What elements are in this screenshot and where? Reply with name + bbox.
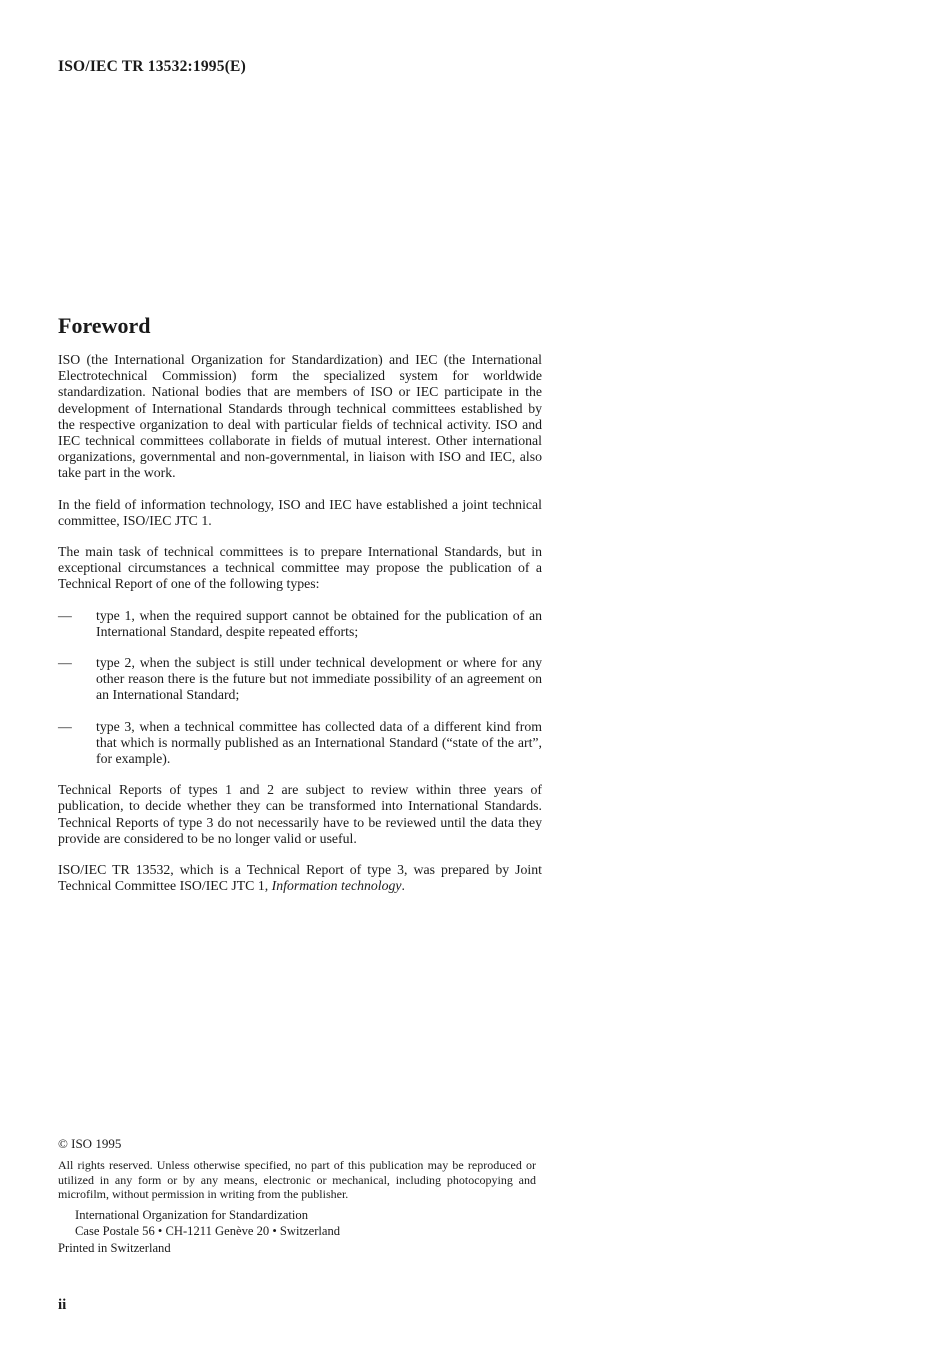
list-item-text: type 3, when a technical committee has collected data of a different kind from that which is normally published as an International Standard (“state of the art”, for example). [96, 718, 542, 767]
paragraph-intro: ISO (the International Organization for Standardization) and IEC (the International Electrotechnical Commission) form the specialized system for worldwide standardization. National bodies that are members of ISO or IEC participate in the development of International Standards through technical committees established by the respective organization to deal with particular fields of technical activity. ISO and IEC technical committees collaborate in fields of mutual interest. Other international organizations, governmental and non-governmental, in liaison with ISO and IEC, also take part in the work. [58, 352, 542, 481]
paragraph-jtc1: In the field of information technology, ISO and IEC have established a joint technical committee, ISO/IEC JTC 1. [58, 496, 542, 528]
copyright-notice: © ISO 1995 [58, 1136, 122, 1151]
page-title: Foreword [58, 313, 151, 338]
prepared-by-period: . [401, 878, 405, 894]
paragraph-main-task: The main task of technical committees is to prepare International Standards, but in exceptional circumstances a technical committee may propose the publication of a Technical Report of one of the following types: [58, 544, 542, 592]
paragraph-prepared-by [58, 862, 542, 894]
list-item [58, 608, 542, 640]
org-name: International Organization for Standardization [75, 1208, 309, 1222]
list-dash: — [58, 655, 72, 671]
paragraph-review: Technical Reports of types 1 and 2 are subject to review within three years of publication, to decide whether they can be transformed into International Standards. Technical Reports of type 3 do not necessarily have to be reviewed until the data they provide are considered to be no longer valid or useful. [58, 782, 542, 846]
list-item [58, 719, 542, 768]
foreword-body [58, 352, 542, 909]
list-dash: — [58, 718, 72, 734]
page-number: ii [58, 1297, 67, 1313]
org-address: Case Postale 56 • CH-1211 Genève 20 • Switzerland [75, 1224, 341, 1238]
list-dash: — [58, 607, 72, 623]
rights-statement: All rights reserved. Unless otherwise specified, no part of this publication may be reproduced or utilized in any form or by any means, electronic or mechanical, including photocopying and microfilm, without permission in writing from the publisher. [58, 1158, 536, 1201]
document-id-header: ISO/IEC TR 13532:1995(E) [58, 58, 246, 75]
committee-title: Information technology [271, 878, 402, 894]
report-types-list [58, 608, 542, 768]
printed-in: Printed in Switzerland [58, 1241, 171, 1255]
list-item-text: type 2, when the subject is still under technical development or where for any other reason there is the future but not immediate possibility of an agreement on an International Standard; [96, 655, 542, 703]
publisher-address [75, 1207, 340, 1239]
list-item [58, 655, 542, 704]
prepared-by-text: ISO/IEC TR 13532, which is a Technical Report of type 3, was prepared by Joint Technical Committee ISO/IEC JTC 1, [58, 862, 542, 894]
list-item-text: type 1, when the required support cannot be obtained for the publication of an International Standard, despite repeated efforts; [96, 607, 542, 639]
